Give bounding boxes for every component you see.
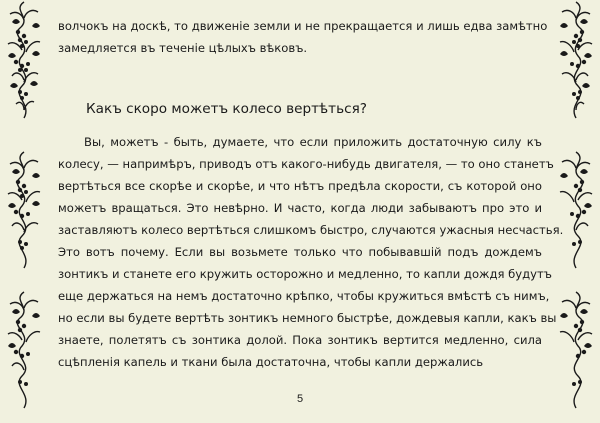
text-line: можетъ вращаться. Это невѣрно. И часто, когда люди забываютъ про это и [58,201,542,215]
floral-ornament-icon [554,0,598,120]
text-line: заставляютъ колесо вертѣться слишкомъ быстро, случаются ужасныя несчастья. [58,223,564,237]
text-line: зонтикъ и станете его кружить осторожно и медленно, то капли дождя будутъ [58,267,552,281]
page-number: 5 [296,393,304,405]
text-line: еще держаться на немъ достаточно крѣпко, чтобы кружиться вмѣстѣ съ нимъ, [58,289,550,303]
text-line: знаете, полетятъ съ зонтика долой. Пока зонтикъ вертится медленно, сила [58,333,542,347]
text-line: колесу, — напримѣръ, приводъ отъ какого-нибудь двигателя, — то оно станетъ [58,157,554,171]
floral-ornament-icon [554,150,598,270]
floral-ornament-icon [2,290,46,410]
text-line: волчокъ на доскѣ, то движеніе земли и не прекращается и лишь едва замѣтно [58,19,548,33]
text-line: вертѣться все скорѣе и скорѣе, и что нѣтъ предѣла скорости, съ которой оно [58,179,542,193]
text-line: Это вотъ почему. Если вы возьмете только что побывавшій подъ дождемъ [58,245,542,259]
floral-ornament-icon [2,0,46,120]
section-heading: Какъ скоро можетъ колесо вертѣться? [86,101,367,117]
text-line: но если вы будете вертѣть зонтикъ немного быстрѣе, дождевыя капли, какъ вы [58,311,557,325]
continuation-paragraph [58,15,548,59]
text-line: сцѣпленія капель и ткани была достаточна, чтобы капли держались [58,355,484,369]
text-line: Вы, можетъ - быть, думаете, что если приложить достаточную силу къ [84,135,542,149]
floral-ornament-icon [554,290,598,410]
floral-ornament-icon [2,150,46,270]
body-paragraph [58,131,564,373]
text-line: замедляется въ теченіе цѣлыхъ вѣковъ. [58,41,308,55]
